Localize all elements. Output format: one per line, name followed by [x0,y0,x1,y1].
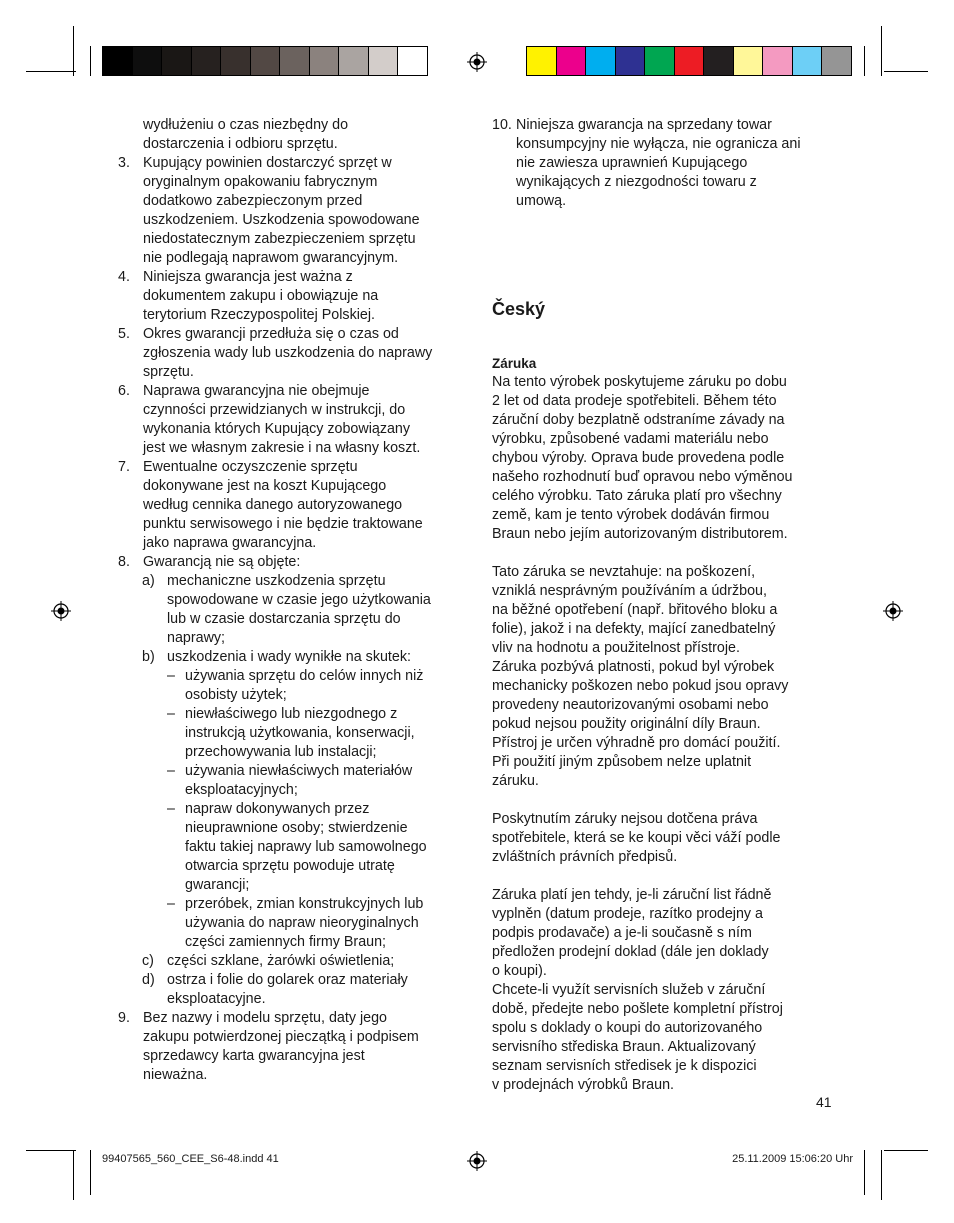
crop-mark [884,71,928,72]
text-line: době, předejte nebo pošlete kompletní přístroj [492,1001,783,1017]
crop-mark [881,1150,882,1200]
list-item [492,116,837,211]
text-line: terytorium Rzeczypospolitej Polskiej. [143,307,376,323]
text-line: našeho rozhodnutí buď opravou nebo výměnou [492,469,793,485]
text-line: gwarancji; [185,877,250,893]
gray-swatch [398,47,427,75]
page-number: 41 [816,1094,832,1110]
list-item [118,325,470,382]
list-marker: 10. [492,117,512,133]
text-line: umową. [516,193,567,209]
text-line: mechanicky poškozen nebo pokud jsou opravy [492,678,789,694]
footer-timestamp: 25.11.2009 15:06:20 Uhr [732,1153,853,1165]
text-line: Bez nazwy i modelu sprzętu, daty jego [143,1010,387,1026]
right-column [492,116,837,1095]
section-heading: Český [492,299,546,319]
text-line: czynności przewidzianych w instrukcji, do [143,402,406,418]
dash-list-item [118,762,470,800]
process-color-bar [526,46,852,76]
crop-mark [73,1150,74,1200]
paragraph [492,373,837,544]
text-line: konsumpcyjny nie wyłącza, nie ogranicza ani [516,136,801,152]
text-line: Tato záruka se nevztahuje: na poškození, [492,564,756,580]
text-line: lub w czasie dostarczania sprzętu do [167,611,401,627]
text-line: wydłużeniu o czas niezbędny do [143,117,349,133]
paragraph [492,563,837,791]
color-swatch [704,47,734,75]
list-marker: c) [142,953,154,969]
text-line: seznam servisních středisek je k dispozici [492,1058,757,1074]
text-line: zgłoszenia wady lub uszkodzenia do naprawy [143,345,433,361]
text-line: nieuprawnione osoby; stwierdzenie [185,820,408,836]
list-marker: 3. [118,155,130,171]
text-line: niewłaściwego lub niezgodnego z [185,706,398,722]
list-item [118,1009,470,1085]
text-line: záruku. [492,773,539,789]
text-line: dodatkowo zabezpieczonym przed [143,193,363,209]
dash-list-item [118,667,470,705]
list-marker: a) [142,573,155,589]
crop-mark [881,26,882,76]
text-line: Chcete-li využít servisních služeb v záruční [492,982,766,998]
list-item-continuation [118,116,470,154]
text-line: 2 let od data prodeje spotřebiteli. Během této [492,393,777,409]
text-line: części szklane, żarówki oświetlenia; [167,953,395,969]
text-line: ostrza i folie do golarek oraz materiały [167,972,408,988]
text-line: dostarczenia i odbioru sprzętu. [143,136,338,152]
text-line: o koupi). [492,963,547,979]
crop-mark [884,1150,928,1151]
crop-mark [90,1150,91,1195]
text-line: Na tento výrobek poskytujeme záruku po dobu [492,374,787,390]
text-line: jako naprawa gwarancyjna. [143,535,317,551]
text-line: země, kam je tento výrobek dodáván firmou [492,507,770,523]
text-line: Záruka pozbývá platnosti, pokud byl výrobek [492,659,775,675]
crop-mark [73,26,74,76]
text-line: Záruka platí jen tehdy, je-li záruční list řádně [492,887,772,903]
list-marker: – [167,706,175,722]
list-marker: 8. [118,554,130,570]
text-line: Gwarancją nie są objęte: [143,554,301,570]
text-line: wykonania których Kupujący zobowiązany [143,421,411,437]
gray-swatch [280,47,310,75]
text-line: Niniejsza gwarancja jest ważna z [143,269,353,285]
text-line: oryginalnym opakowaniu fabrycznym [143,174,378,190]
crop-mark [26,1150,76,1151]
dash-list-item [118,705,470,762]
text-line: vliv na hodnotu a použitelnost přístroje. [492,640,740,656]
gray-swatch [162,47,192,75]
text-line: výrobku, způsobené vadami materiálu nebo [492,431,769,447]
text-line: předložen prodejní doklad (dále jen doklady [492,944,769,960]
text-line: instrukcją użytkowania, konserwacji, [185,725,415,741]
paragraph [492,886,837,1095]
list-marker: 6. [118,383,130,399]
list-item [118,268,470,325]
gray-swatch [133,47,163,75]
spacer [492,320,837,354]
text-line: dokonywane jest na koszt Kupującego [143,478,387,494]
text-line: Niniejsza gwarancja na sprzedany towar [516,117,772,133]
list-marker: 5. [118,326,130,342]
list-marker: – [167,896,175,912]
text-line: folie), jakož i na defekty, mající zanedbatelný [492,621,776,637]
grayscale-color-bar [102,46,428,76]
text-line: uszkodzeniem. Uszkodzenia spowodowane [143,212,420,228]
gray-swatch [192,47,222,75]
color-swatch [645,47,675,75]
text-line: osobisty użytek; [185,687,287,703]
text-line: servisního střediska Braun. Aktualizovaný [492,1039,756,1055]
sub-list-item [118,971,470,1009]
color-swatch [822,47,851,75]
color-swatch [734,47,764,75]
text-line: uszkodzenia i wady wynikłe na skutek: [167,649,411,665]
list-marker: – [167,668,175,684]
text-line: Kupujący powinien dostarczyć sprzęt w [143,155,392,171]
spacer [492,867,837,886]
text-line: przeróbek, zmian konstrukcyjnych lub [185,896,424,912]
text-line: Okres gwarancji przedłuża się o czas od [143,326,399,342]
gray-swatch [251,47,281,75]
text-line: provedeny neautorizovanými osobami nebo [492,697,769,713]
list-marker: 4. [118,269,130,285]
text-line: celého výrobku. Tato záruka platí pro všechny [492,488,782,504]
sub-list-item [118,572,470,648]
text-line: podpis prodavače) a je-li současně s ním [492,925,752,941]
color-swatch [616,47,646,75]
text-line: eksploatacyjne. [167,991,266,1007]
paragraph [492,810,837,867]
text-line: pokud nejsou použity originální díly Braun. [492,716,761,732]
registration-mark-icon [467,52,487,72]
text-line: przechowywania lub instalacji; [185,744,377,760]
text-line: napraw dokonywanych przez [185,801,370,817]
spacer [492,791,837,810]
sub-list-item [118,952,470,971]
text-line: Poskytnutím záruky nejsou dotčena práva [492,811,758,827]
list-marker: 7. [118,459,130,475]
text-line: záruční doby bezplatně odstraníme závady na [492,412,785,428]
text-line: vzniklá nesprávným používáním a údržbou, [492,583,767,599]
list-marker: d) [142,972,155,988]
text-line: sprzętu. [143,364,194,380]
text-line: używania niewłaściwych materiałów [185,763,413,779]
registration-mark-icon [51,601,71,621]
crop-mark [26,71,76,72]
text-line: mechaniczne uszkodzenia sprzętu [167,573,386,589]
color-swatch [763,47,793,75]
text-line: na běžné opotřebení (např. břitového bloku a [492,602,778,618]
list-marker: b) [142,649,155,665]
list-marker: – [167,801,175,817]
spacer [492,211,837,298]
text-line: zakupu potwierdzonej pieczątką i podpisem [143,1029,419,1045]
section-subheading: Záruka [492,356,537,371]
text-line: sprzedawcy karta gwarancyjna jest [143,1048,365,1064]
color-swatch [557,47,587,75]
color-swatch [793,47,823,75]
color-swatch [586,47,616,75]
list-item [118,154,470,268]
spacer [492,544,837,563]
list-item [118,382,470,458]
text-line: faktu takiej naprawy lub samowolnego [185,839,427,855]
text-line: niedostatecznym zabezpieczeniem sprzętu [143,231,416,247]
gray-swatch [221,47,251,75]
text-line: spolu s doklady o koupi do autorizovaného [492,1020,763,1036]
text-line: Ewentualne oczyszczenie sprzętu [143,459,358,475]
text-line: otwarcia sprzętu powoduje utratę [185,858,395,874]
text-line: według cennika danego autoryzowanego [143,497,403,513]
text-line: vyplněn (datum prodeje, razítko prodejny a [492,906,763,922]
text-line: punktu serwisowego i nie będzie traktowane [143,516,423,532]
text-line: spowodowane w czasie jego użytkowania [167,592,431,608]
sub-list-item [118,648,470,667]
dash-list-item [118,895,470,952]
text-line: eksploatacyjnych; [185,782,298,798]
list-item [118,458,470,553]
text-line: spotřebitele, která se ke koupi věci váží podle [492,830,781,846]
text-line: naprawy; [167,630,226,646]
crop-mark [864,46,865,76]
crop-mark [864,1150,865,1195]
gray-swatch [310,47,340,75]
text-line: dokumentem zakupu i obowiązuje na [143,288,379,304]
text-line: nie zawiesza uprawnień Kupującego [516,155,748,171]
gray-swatch [339,47,369,75]
gray-swatch [369,47,399,75]
text-line: jest we własnym zakresie i na własny koszt. [143,440,421,456]
footer-file: 99407565_560_CEE_S6-48.indd 41 [102,1153,279,1165]
text-line: nieważna. [143,1067,208,1083]
list-marker: 9. [118,1010,130,1026]
registration-mark-icon [883,601,903,621]
left-column [118,116,470,1085]
registration-mark-icon [467,1151,487,1171]
text-line: używania do napraw nieoryginalnych [185,915,419,931]
text-line: Naprawa gwarancyjna nie obejmuje [143,383,370,399]
text-line: v prodejnách výrobků Braun. [492,1077,674,1093]
text-line: części zamiennych firmy Braun; [185,934,387,950]
text-line: Přístroj je určen výhradně pro domácí použití. [492,735,781,751]
text-line: nie podlegają naprawom gwarancyjnym. [143,250,399,266]
text-line: zvláštních právních předpisů. [492,849,678,865]
list-item [118,553,470,572]
dash-list-item [118,800,470,895]
text-line: wynikających z niezgodności towaru z [516,174,757,190]
text-line: Při použití jiným způsobem nelze uplatnit [492,754,752,770]
crop-mark [90,46,91,76]
text-line: używania sprzętu do celów innych niż [185,668,424,684]
color-swatch [675,47,705,75]
list-marker: – [167,763,175,779]
text-line: chybou výroby. Oprava bude provedena podle [492,450,785,466]
gray-swatch [103,47,133,75]
color-swatch [527,47,557,75]
text-line: Braun nebo jejím autorizovaným distributorem. [492,526,788,542]
